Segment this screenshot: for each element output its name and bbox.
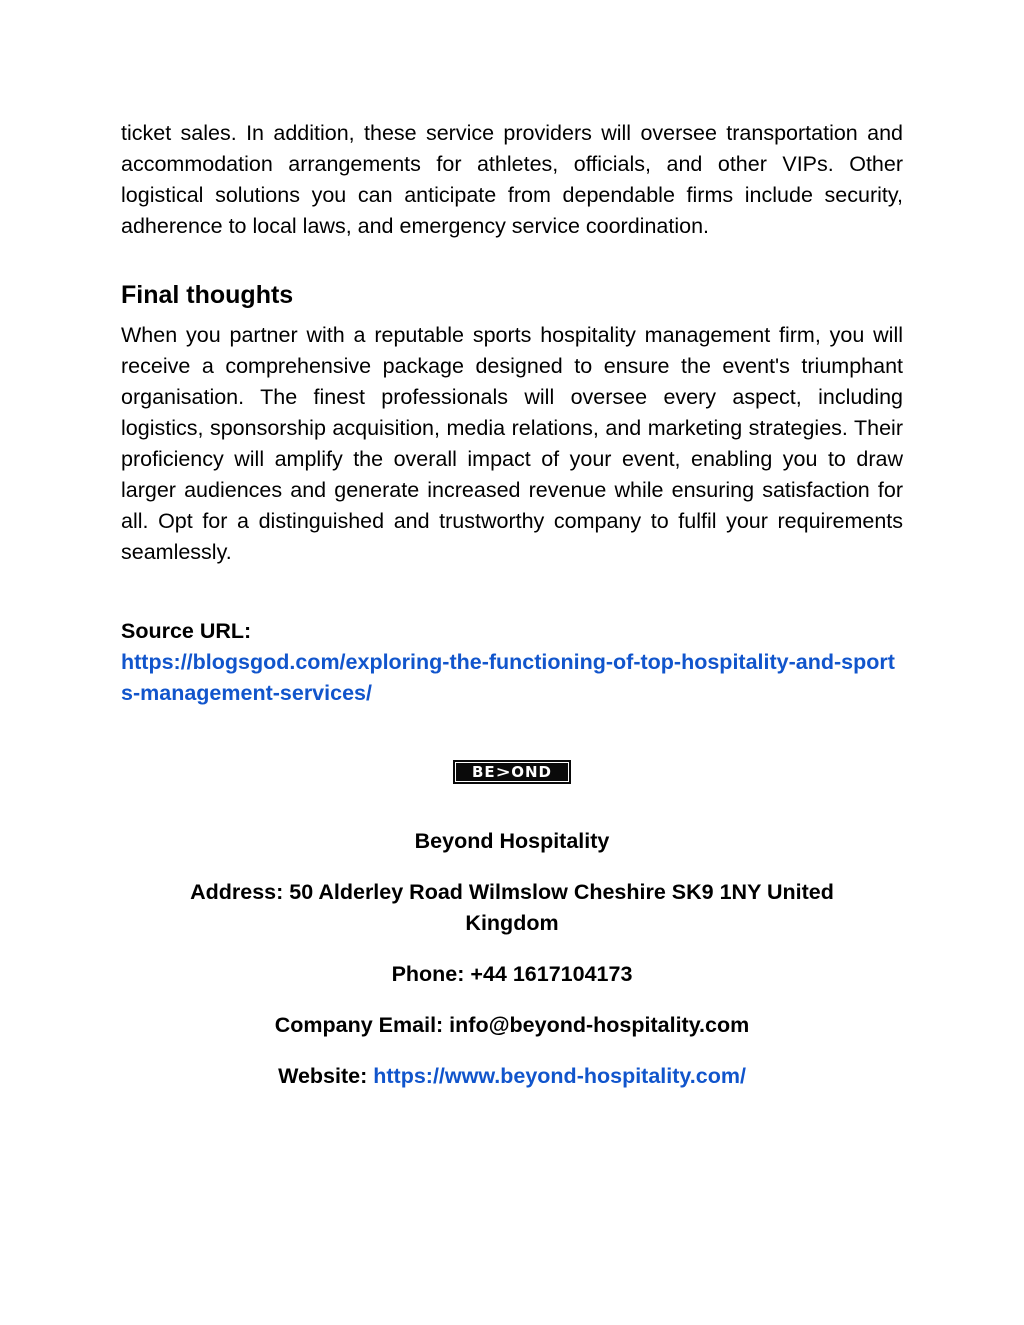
beyond-logo <box>453 760 571 784</box>
company-address: Address: 50 Alderley Road Wilmslow Cheshire SK9 1NY United Kingdom <box>190 880 834 935</box>
website-label: Website: <box>278 1064 368 1088</box>
beyond-logo-text: BE > OND <box>455 762 569 782</box>
final-thoughts-heading: Final thoughts <box>121 281 294 309</box>
source-url-label: Source URL: <box>121 619 252 643</box>
document-page <box>121 118 903 1092</box>
logo-container <box>121 760 903 784</box>
company-email: Company Email: info@beyond-hospitality.com <box>274 1013 750 1037</box>
company-name: Beyond Hospitality <box>414 829 610 853</box>
source-url-link[interactable]: https://blogsgod.com/exploring-the-functioning-of-top-hospitality-and-sports-management-services/ <box>121 650 895 705</box>
company-phone: Phone: +44 1617104173 <box>391 962 633 986</box>
intro-paragraph: ticket sales. In addition, these service providers will oversee transportation and accommodation arrangements for athletes, officials, and other VIPs. Other logistical solutions you can anticipate from dependable firms include security, adherence to local laws, and emergency service coordination. <box>121 121 903 238</box>
final-thoughts-paragraph: When you partner with a reputable sports hospitality management firm, you will receive a comprehensive package designed to ensure the event's triumphant organisation. The finest professionals will oversee every aspect, including logistics, sponsorship acquisition, media relations, and marketing strategies. Their proficiency will amplify the overall impact of your event, enabling you to draw larger audiences and generate increased revenue while ensuring satisfaction for all. Opt for a distinguished and trustworthy company to fulfil your requirements seamlessly. <box>121 323 903 564</box>
website-link[interactable]: https://www.beyond-hospitality.com/ <box>373 1064 746 1088</box>
company-website <box>121 1061 903 1092</box>
